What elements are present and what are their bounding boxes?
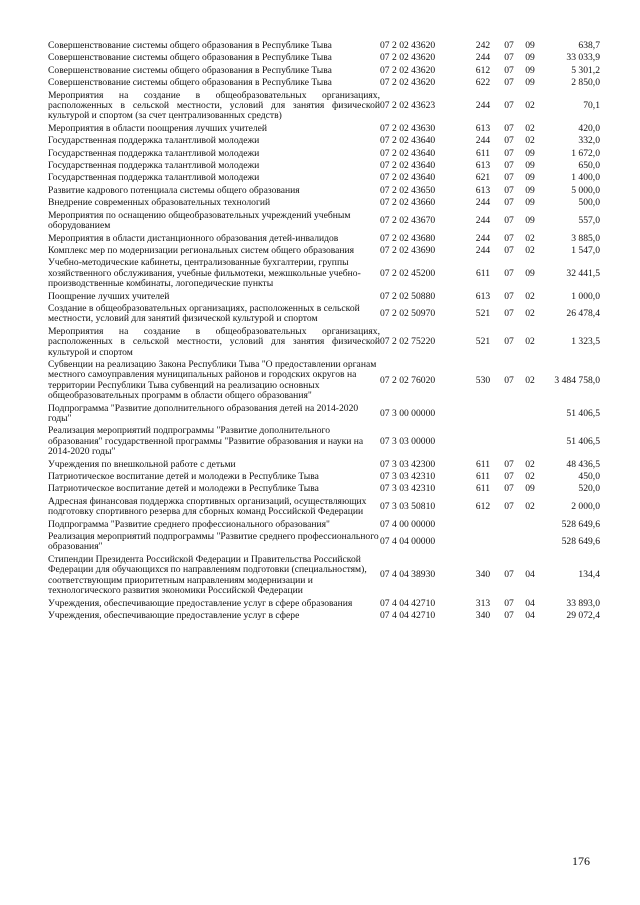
cell-pr: 02	[525, 471, 535, 483]
cell-pr: 02	[525, 336, 535, 348]
cell-amt: 1 000,0	[571, 290, 600, 302]
cell-amt: 1 672,0	[571, 147, 600, 159]
table-row	[48, 359, 600, 403]
cell-pr	[520, 519, 540, 531]
cell-csr: 07 4 00 00000	[380, 518, 436, 530]
cell-amt: 51 406,5	[566, 407, 600, 419]
cell-amt: 520,0	[578, 483, 600, 495]
cell-vr: 521	[475, 336, 491, 348]
cell-pr: 04	[525, 569, 535, 581]
table-row	[48, 291, 600, 303]
cell-csr: 07 2 02 43620	[380, 77, 436, 89]
cell-vr	[468, 403, 498, 426]
cell-name: Государственная поддержка талантливой молодежи	[48, 160, 260, 172]
cell-vr: 611	[475, 471, 491, 483]
cell-pr: 02	[525, 244, 535, 256]
cell-amt: 450,0	[578, 471, 600, 483]
table-row	[48, 148, 600, 160]
cell-csr: 07 3 03 00000	[380, 435, 436, 447]
cell-vr: 613	[475, 160, 491, 172]
table-row	[48, 483, 600, 495]
cell-pr: 02	[525, 458, 535, 470]
cell-rz: 07	[504, 458, 514, 470]
cell-name: Мероприятия в области дистанционного образования детей-инвалидов	[48, 232, 339, 244]
cell-pr: 04	[525, 609, 535, 621]
cell-rz: 07	[504, 336, 514, 348]
cell-vr: 613	[475, 122, 491, 134]
cell-vr: 611	[475, 147, 491, 159]
cell-pr: 09	[525, 64, 535, 76]
cell-vr: 244	[475, 135, 491, 147]
table-row	[48, 496, 600, 519]
cell-amt: 1 400,0	[571, 172, 600, 184]
cell-amt: 29 072,4	[566, 609, 600, 621]
cell-rz	[498, 425, 520, 458]
cell-vr: 244	[475, 232, 491, 244]
cell-pr: 09	[525, 77, 535, 89]
cell-amt: 33 893,0	[566, 597, 600, 609]
cell-rz: 07	[504, 135, 514, 147]
cell-name: Патриотическое воспитание детей и молодежи в Республике Тыва	[48, 471, 319, 483]
cell-csr: 07 2 02 50880	[380, 290, 436, 302]
cell-rz	[498, 531, 520, 554]
cell-csr: 07 2 02 43623	[380, 100, 436, 112]
table-row	[48, 160, 600, 172]
cell-csr: 07 2 02 45200	[380, 267, 436, 279]
cell-amt: 51 406,5	[566, 435, 600, 447]
cell-vr: 244	[475, 100, 491, 112]
cell-csr: 07 2 02 43620	[380, 64, 436, 76]
cell-rz: 07	[504, 471, 514, 483]
table-row	[48, 172, 600, 184]
cell-pr: 02	[525, 232, 535, 244]
cell-vr	[468, 519, 498, 531]
cell-name: Подпрограмма "Развитие среднего профессионального образования"	[48, 518, 330, 530]
cell-name: Внедрение современных образовательных технологий	[48, 197, 271, 209]
cell-name: Учреждения, обеспечивающие предоставление услуг в сфере образования	[48, 597, 353, 609]
cell-pr: 09	[525, 40, 535, 51]
cell-amt: 2 000,0	[571, 501, 600, 513]
cell-vr: 611	[475, 458, 491, 470]
cell-csr: 07 4 04 38930	[380, 569, 436, 581]
cell-name: Реализация мероприятий подпрограммы "Развитие дополнительного образования" государственной программы "Развитие образования и науки на 2014-2020 годы"	[48, 425, 364, 458]
cell-name: Патриотическое воспитание детей и молодежи в Республике Тыва	[48, 483, 319, 495]
cell-pr: 02	[525, 100, 535, 112]
cell-csr: 07 4 04 42710	[380, 597, 436, 609]
cell-vr: 313	[475, 597, 491, 609]
cell-rz: 07	[504, 290, 514, 302]
cell-vr: 530	[475, 374, 491, 386]
table-row	[48, 303, 600, 326]
cell-amt: 5 000,0	[571, 184, 600, 196]
cell-csr: 07 2 02 43640	[380, 147, 436, 159]
table-row	[48, 233, 600, 245]
cell-csr: 07 3 03 50810	[380, 501, 436, 513]
cell-vr: 611	[475, 267, 491, 279]
table-row	[48, 77, 600, 89]
cell-rz: 07	[504, 77, 514, 89]
table-row	[48, 52, 600, 64]
cell-pr: 09	[525, 197, 535, 209]
cell-rz: 07	[504, 597, 514, 609]
cell-amt: 32 441,5	[566, 267, 600, 279]
cell-name: Реализация мероприятий подпрограммы "Развитие среднего профессионального образования"	[48, 531, 379, 553]
cell-rz: 07	[504, 64, 514, 76]
cell-rz: 07	[504, 172, 514, 184]
budget-table	[48, 40, 600, 622]
cell-csr: 07 3 03 42310	[380, 483, 436, 495]
cell-vr: 340	[475, 609, 491, 621]
cell-amt: 650,0	[578, 160, 600, 172]
table-row	[48, 459, 600, 471]
cell-vr: 244	[475, 52, 491, 64]
cell-name: Мероприятия в области поощрения лучших учителей	[48, 122, 268, 134]
cell-pr: 09	[525, 267, 535, 279]
cell-csr: 07 4 04 00000	[380, 536, 436, 548]
cell-csr: 07 2 02 43690	[380, 244, 436, 256]
cell-pr: 02	[525, 122, 535, 134]
table-row	[48, 185, 600, 197]
table-row	[48, 40, 600, 52]
cell-csr: 07 2 02 43620	[380, 52, 436, 64]
cell-rz: 07	[504, 100, 514, 112]
cell-amt: 528 649,6	[561, 536, 600, 548]
table-row	[48, 257, 600, 290]
cell-amt: 48 436,5	[566, 458, 600, 470]
cell-amt: 2 850,0	[571, 77, 600, 89]
table-row	[48, 554, 600, 598]
cell-amt: 557,0	[578, 214, 600, 226]
cell-amt: 134,4	[578, 569, 600, 581]
cell-name: Совершенствование системы общего образования в Республике Тыва	[48, 52, 332, 64]
cell-name: Мероприятия на создание в общеобразовательных организациях, расположенных в сельской местности, условий для занятия физической культурой и спортом	[48, 325, 380, 358]
cell-vr: 612	[475, 501, 491, 513]
cell-name: Мероприятия по оснащению общеобразовательных учреждений учебным оборудованием	[48, 209, 351, 232]
cell-csr: 07 2 02 43640	[380, 172, 436, 184]
cell-csr: 07 4 04 42710	[380, 609, 436, 621]
cell-vr: 613	[475, 290, 491, 302]
cell-pr: 09	[525, 172, 535, 184]
cell-rz: 07	[504, 52, 514, 64]
cell-pr	[520, 425, 540, 458]
cell-rz: 07	[504, 184, 514, 196]
cell-csr: 07 2 02 43630	[380, 122, 436, 134]
table-row	[48, 197, 600, 209]
budget-table-body	[48, 40, 600, 622]
cell-rz: 07	[504, 374, 514, 386]
cell-name: Государственная поддержка талантливой молодежи	[48, 172, 260, 184]
table-row	[48, 210, 600, 233]
cell-csr: 07 2 02 43670	[380, 214, 436, 226]
cell-csr: 07 2 02 75220	[380, 336, 436, 348]
cell-name: Государственная поддержка талантливой молодежи	[48, 147, 260, 159]
cell-csr: 07 2 02 43640	[380, 160, 436, 172]
cell-vr: 340	[475, 569, 491, 581]
page-number: 176	[572, 854, 590, 868]
table-row	[48, 519, 600, 531]
cell-name: Подпрограмма "Развитие дополнительного образования детей на 2014-2020 годы"	[48, 402, 359, 424]
cell-amt: 26 478,4	[566, 308, 600, 320]
cell-rz: 07	[504, 244, 514, 256]
cell-csr: 07 2 02 43660	[380, 197, 436, 209]
cell-csr: 07 3 00 00000	[380, 407, 436, 419]
cell-amt: 70,1	[583, 100, 600, 112]
cell-vr: 613	[475, 184, 491, 196]
cell-name: Учреждения по внешкольной работе с детьми	[48, 458, 236, 470]
cell-vr: 521	[475, 308, 491, 320]
table-row	[48, 90, 600, 123]
table-row	[48, 245, 600, 257]
cell-pr	[520, 531, 540, 554]
cell-rz: 07	[504, 197, 514, 209]
cell-pr	[520, 403, 540, 426]
table-row	[48, 610, 600, 622]
table-row	[48, 425, 600, 458]
cell-pr: 02	[525, 290, 535, 302]
cell-rz	[498, 403, 520, 426]
cell-rz: 07	[504, 569, 514, 581]
cell-pr: 09	[525, 147, 535, 159]
cell-vr: 244	[475, 214, 491, 226]
cell-name: Совершенствование системы общего образования в Республике Тыва	[48, 40, 332, 51]
table-row	[48, 123, 600, 135]
cell-rz	[498, 519, 520, 531]
cell-name: Государственная поддержка талантливой молодежи	[48, 135, 260, 147]
table-row	[48, 531, 600, 554]
cell-rz: 07	[504, 122, 514, 134]
cell-pr: 02	[525, 308, 535, 320]
cell-pr: 09	[525, 214, 535, 226]
cell-amt: 638,7	[578, 40, 600, 51]
cell-vr: 242	[475, 40, 491, 51]
cell-name: Учебно-методические кабинеты, централизованные бухгалтерии, группы хозяйственного обслуживания, учебные фильмотеки, межшкольные учебно-производственные комбинаты, логопедические пункты	[48, 257, 361, 290]
cell-name: Совершенствование системы общего образования в Республике Тыва	[48, 77, 332, 89]
cell-vr: 244	[475, 244, 491, 256]
cell-amt: 3 885,0	[571, 232, 600, 244]
cell-name: Субвенции на реализацию Закона Республики Тыва "О предоставлении органам местного самоуправления муниципальных районов и городских округов на территории Республики Тыва субвенций на реализацию основных общеобразовательных программ в области общего образования"	[48, 358, 377, 402]
table-row	[48, 598, 600, 610]
cell-pr: 09	[525, 184, 535, 196]
cell-name: Учреждения, обеспечивающие предоставление услуг в сфере	[48, 609, 300, 621]
cell-name: Совершенствование системы общего образования в Республике Тыва	[48, 64, 332, 76]
table-row	[48, 471, 600, 483]
cell-name: Развитие кадрового потенциала системы общего образования	[48, 184, 300, 196]
cell-rz: 07	[504, 267, 514, 279]
cell-pr: 04	[525, 597, 535, 609]
cell-name: Стипендии Президента Российской Федерации и Правительства Российской Федерации для обучающихся по направлениям подготовки (специальностям), соответствующим приоритетным направлениям модернизации и технологического развития экономики Российской Федерации	[48, 553, 367, 597]
cell-vr	[468, 425, 498, 458]
cell-amt: 33 033,9	[566, 52, 600, 64]
cell-vr	[468, 531, 498, 554]
cell-amt: 5 301,2	[571, 64, 600, 76]
cell-rz: 07	[504, 483, 514, 495]
cell-csr: 07 2 02 76020	[380, 374, 436, 386]
cell-csr: 07 2 02 43650	[380, 184, 436, 196]
table-row	[48, 65, 600, 77]
cell-rz: 07	[504, 308, 514, 320]
cell-vr: 622	[475, 77, 491, 89]
cell-amt: 500,0	[578, 197, 600, 209]
cell-amt: 528 649,6	[561, 518, 600, 530]
cell-amt: 1 547,0	[571, 244, 600, 256]
cell-rz: 07	[504, 232, 514, 244]
cell-amt: 1 323,5	[571, 336, 600, 348]
cell-name: Поощрение лучших учителей	[48, 290, 170, 302]
cell-name: Адресная финансовая поддержка спортивных организаций, осуществляющих подготовку спортивного резерва для сборных команд Российской Федерации	[48, 495, 367, 518]
cell-name: Создание в общеобразовательных организациях, расположенных в сельской местности, условий для занятий физической культурой и спортом	[48, 302, 360, 325]
cell-rz: 07	[504, 40, 514, 51]
cell-vr: 244	[475, 197, 491, 209]
cell-vr: 612	[475, 64, 491, 76]
cell-csr: 07 2 02 43640	[380, 135, 436, 147]
cell-rz: 07	[504, 214, 514, 226]
cell-csr: 07 3 03 42310	[380, 471, 436, 483]
cell-amt: 3 484 758,0	[554, 374, 600, 386]
table-row	[48, 403, 600, 426]
cell-pr: 02	[525, 135, 535, 147]
cell-csr: 07 2 02 43620	[380, 40, 436, 51]
cell-rz: 07	[504, 609, 514, 621]
table-row	[48, 135, 600, 147]
cell-amt: 332,0	[578, 135, 600, 147]
cell-name: Комплекс мер по модернизации региональных систем общего образования	[48, 244, 355, 256]
cell-pr: 09	[525, 52, 535, 64]
cell-csr: 07 2 02 50970	[380, 308, 436, 320]
cell-csr: 07 2 02 43680	[380, 232, 436, 244]
cell-pr: 09	[525, 483, 535, 495]
cell-vr: 621	[475, 172, 491, 184]
cell-vr: 611	[475, 483, 491, 495]
cell-rz: 07	[504, 160, 514, 172]
cell-rz: 07	[504, 147, 514, 159]
cell-pr: 02	[525, 501, 535, 513]
cell-csr: 07 3 03 42300	[380, 458, 436, 470]
cell-rz: 07	[504, 501, 514, 513]
cell-amt: 420,0	[578, 122, 600, 134]
cell-name: Мероприятия на создание в общеобразовательных организациях, расположенных в сельской местности, условий для занятия физической культурой и спортом (за счет централизованных средств)	[48, 89, 380, 122]
cell-pr: 02	[525, 374, 535, 386]
cell-pr: 09	[525, 160, 535, 172]
table-row	[48, 326, 600, 359]
